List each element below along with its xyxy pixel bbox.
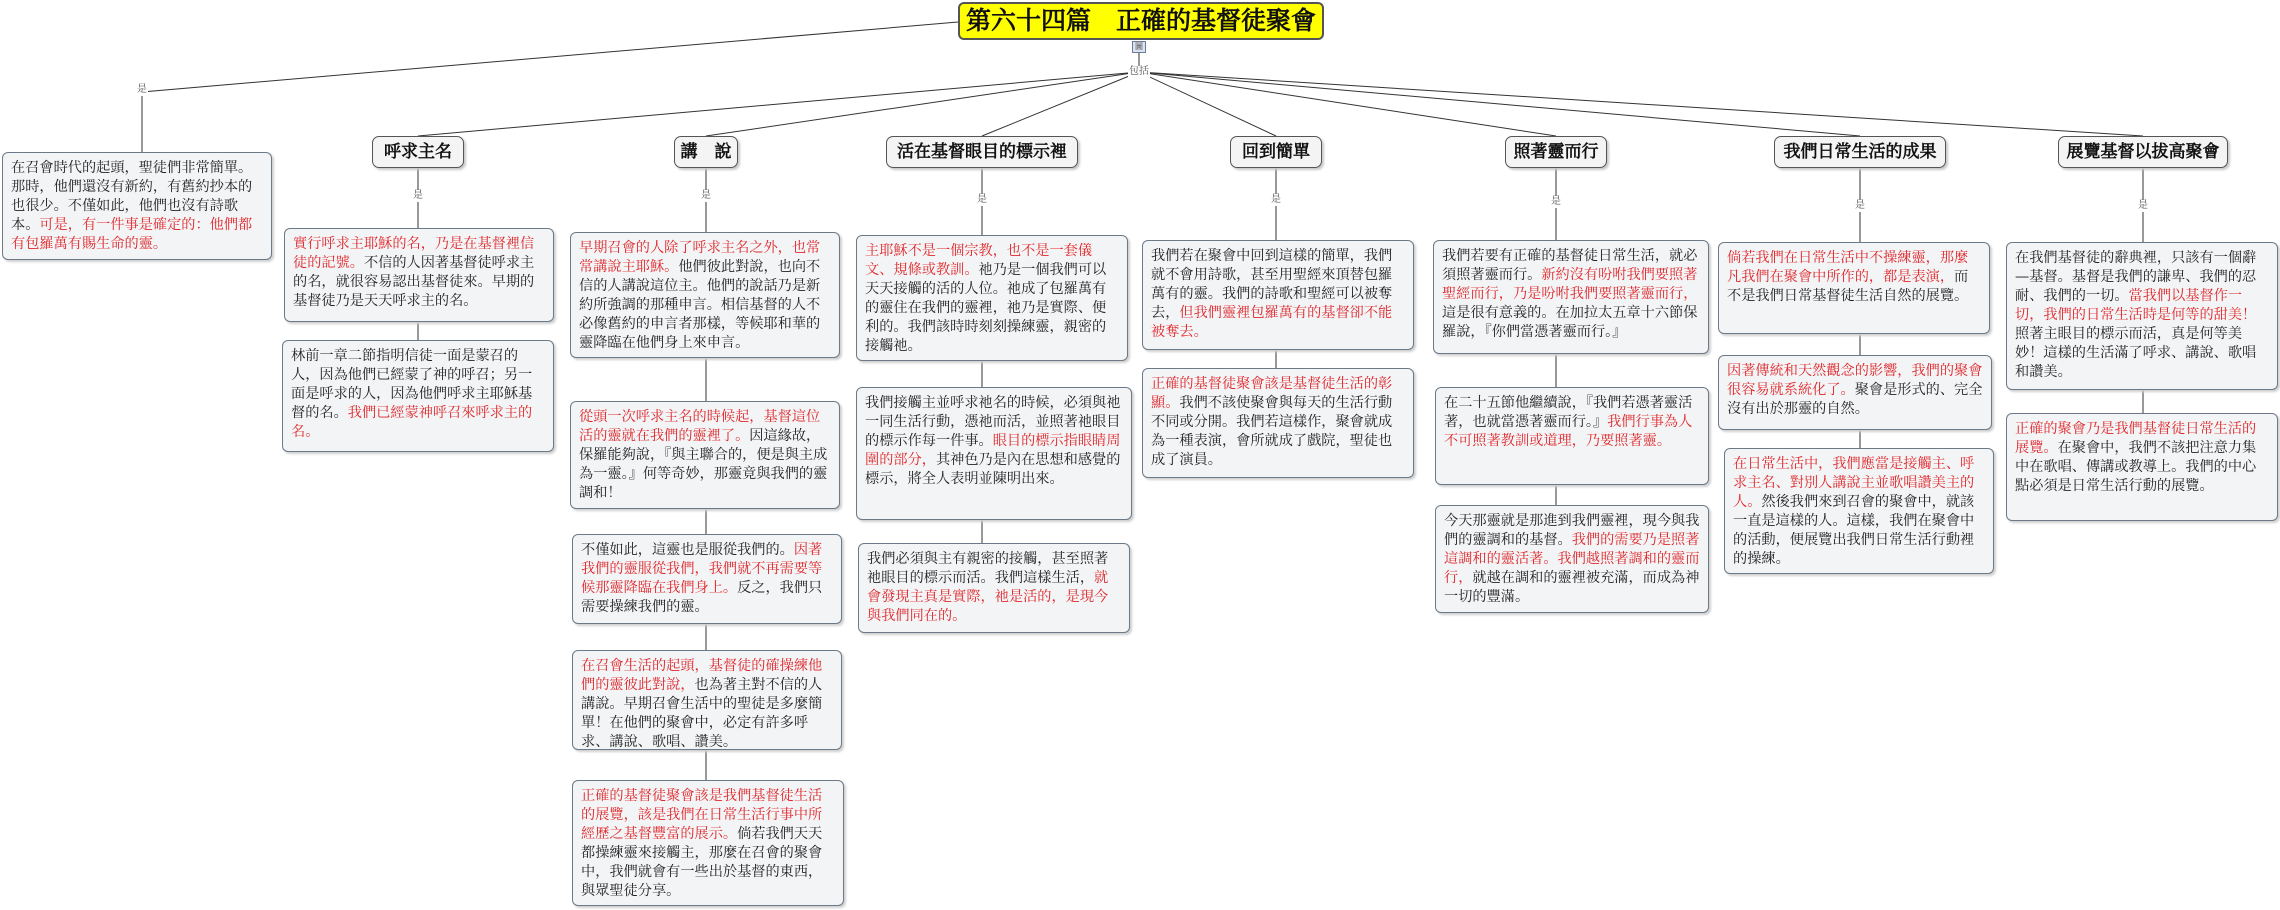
note-emphasis-text: 正確的聚會乃是我們基督徒日常生活的展覽。	[2015, 421, 2257, 456]
note-text: 反之，我們只需要操練我們的靈。	[581, 580, 823, 615]
topic-speaking[interactable]: 講 說	[674, 136, 738, 168]
note-spirit-3[interactable]	[1435, 505, 1709, 613]
note-text: 其神色乃是內在思想和感覺的標示，將全人表明並陳明出來。	[865, 452, 1121, 487]
note-text: 他們彼此對說，也向不信的人講說這位主。他們的說話乃是新約所強調的那種申言。相信基督的人不必像舊約的申言者那樣，等候耶和華的靈降臨在他們身上來申言。	[579, 259, 821, 351]
mindmap-root-title[interactable]: 第六十四篇 正確的基督徒聚會	[958, 2, 1324, 40]
note-text: 在我們基督徒的辭典裡，只該有一個辭—基督。基督是我們的謙卑、我們的忍耐、我們的一切。	[2015, 250, 2257, 304]
topic-walk-by-spirit[interactable]: 照著靈而行	[1505, 136, 1607, 168]
note-emphasis-text: 主耶穌不是一個宗教，也不是一套儀文、規條或教訓。	[865, 243, 1093, 278]
note-fruit-2[interactable]	[1718, 355, 1992, 430]
note-text: 也為著主對不信的人講說。早期召會生活中的聖徒是多麼簡單！在他們的聚會中，必定有許多呼求、講說、歌唱、讚美。	[581, 677, 823, 750]
edge-label-is-left: 是	[137, 84, 147, 95]
note-emphasis-text: 因著傳統和天然觀念的影響，我們的聚會很容易就系統化了。	[1727, 363, 1983, 398]
note-fruit-3[interactable]	[1724, 448, 1994, 574]
note-emphasis-text: 我們已經蒙神呼召來呼求主的名。	[291, 405, 533, 440]
note-text: 而不是我們日常基督徒生活自然的展覽。	[1727, 269, 1969, 304]
note-emphasis-text: 正確的基督徒聚會該是基督徒生活的彰顯。	[1151, 376, 1393, 411]
topic-return-simplicity[interactable]: 回到簡單	[1230, 136, 1322, 168]
edge-label-is-4: 是	[1271, 194, 1281, 205]
note-text: 倘若我們天天都操練靈來接觸主，那麼在召會的聚會中，我們就會有一些出於基督的東西，與眾聖徒分享。	[581, 826, 823, 899]
note-emphasis-text: 我們的需要乃是照著這調和的靈活著。我們越照著調和的靈而行，	[1444, 532, 1700, 586]
edge-label-includes: 包括	[1129, 66, 1149, 77]
edge-label-is-3: 是	[977, 194, 987, 205]
intro-note[interactable]	[2, 152, 272, 260]
edge-label-is-6: 是	[1855, 200, 1865, 211]
note-eyes-3[interactable]	[858, 543, 1130, 633]
note-text: 我們若要有正確的基督徒日常生活，就必須照著靈而行。	[1442, 248, 1698, 283]
note-text: 今天那靈就是那進到我們靈裡，現今與我們的靈調和的基督。	[1444, 513, 1700, 548]
note-simplicity-1[interactable]	[1142, 240, 1414, 350]
note-emphasis-text: 當我們以基督作一切，我們的日常生活時是何等的甜美！	[2015, 288, 2257, 323]
note-text: 林前一章二節指明信徒一面是蒙召的人，因為他們已經蒙了神的呼召；另一面是呼求的人，因為他們呼求主耶穌基督的名。	[291, 348, 533, 421]
note-emphasis-text: 早期召會的人除了呼求主名之外，也常常講說主耶穌。	[579, 240, 821, 275]
note-text: 因這緣故，保羅能夠說，『與主聯合的，便是與主成為一靈。』何等奇妙，那靈竟與我們的靈調和！	[579, 428, 828, 501]
note-text: 這是很有意義的。在加拉太五章十六節保羅說，『你們當憑著靈而行。』	[1442, 305, 1698, 340]
note-emphasis-text: 我們行事為人不可照著教訓或道理，乃要照著靈。	[1444, 414, 1693, 449]
note-emphasis-text: 從頭一次呼求主名的時候起，基督這位活的靈就在我們的靈裡了。	[579, 409, 821, 444]
note-text: 就越在調和的靈裡被充滿，而成為神一切的豐滿。	[1444, 570, 1700, 605]
note-eyes-2[interactable]	[856, 387, 1132, 520]
note-emphasis-text: 在日常生活中，我們應當是接觸主、呼求主名、對別人講說主並歌唱讚美主的人。	[1733, 456, 1975, 510]
note-text: 在聚會中，我們不該把注意力集中在歌唱、傳講或教導上。我們的中心點必須是日常生活行動的展覽。	[2015, 440, 2257, 494]
note-text: 我們必須與主有親密的接觸，甚至照著祂眼目的標示而活。我們這樣生活，	[867, 551, 1109, 586]
note-spirit-1[interactable]	[1433, 240, 1709, 354]
note-emphasis-text: 在召會生活的起頭，基督徒的確操練他們的靈彼此對說，	[581, 658, 823, 693]
note-emphasis-text: 因著我們的靈服從我們，我們就不再需要等候那靈降臨在我們身上。	[581, 542, 823, 596]
note-display-2[interactable]	[2006, 413, 2278, 521]
note-text: 照著主眼目的標示而活，真是何等美妙！這樣的生活滿了呼求、講說、歌唱和讚美。	[2015, 326, 2257, 380]
note-fruit-1[interactable]	[1718, 242, 1990, 334]
note-text: 不信的人因著基督徒呼求主的名，就很容易認出基督徒來。早期的基督徒乃是天天呼求主的名。	[293, 255, 535, 309]
note-display-1[interactable]	[2006, 242, 2278, 390]
edge-label-is-5: 是	[1551, 196, 1561, 207]
note-emphasis-text: 但我們靈裡包羅萬有的基督卻不能被奪去。	[1151, 305, 1393, 340]
note-text: 聚會是形式的、完全沒有出於那靈的自然。	[1727, 382, 1983, 417]
note-emphasis-text: 眼目的標示指眼睛周圍的部分，	[865, 433, 1121, 468]
note-emphasis-text: 可是，有一件事是確定的：他們都有包羅萬有賜生命的靈。	[11, 217, 253, 252]
note-eyes-1[interactable]	[856, 235, 1128, 361]
note-emphasis-text: 正確的基督徒聚會該是我們基督徒生活的展覽，該是我們在日常生活行事中所經歷之基督豐富的展示。	[581, 788, 823, 842]
note-text: 祂乃是一個我們可以天天接觸的活的人位。祂成了包羅萬有的靈住在我們的靈裡，祂乃是實際、便利的。我們該時時刻刻操練靈，親密的接觸祂。	[865, 262, 1107, 354]
root-hub-icon: 圖	[1132, 41, 1146, 53]
topic-display-christ[interactable]: 展覽基督以拔高聚會	[2058, 136, 2228, 168]
note-calling-2[interactable]	[282, 340, 554, 452]
note-speaking-3[interactable]	[572, 534, 842, 624]
note-text: 然後我們來到召會的聚會中，就該一直是這樣的人。這樣，我們在聚會中的活動，便展覽出我們日常生活行動裡的操練。	[1733, 494, 1975, 567]
note-spirit-2[interactable]	[1435, 387, 1709, 485]
edge-label-is-1: 是	[413, 190, 423, 201]
note-simplicity-2[interactable]	[1142, 368, 1414, 478]
note-emphasis-text: 實行呼求主耶穌的名，乃是在基督裡信徒的記號。	[293, 236, 535, 271]
note-text: 不僅如此，這靈也是服從我們的。	[581, 542, 794, 558]
note-text: 在召會時代的起頭，聖徒們非常簡單。那時，他們還沒有新約，有舊約抄本的也很少。不僅如此，他們也沒有詩歌本。	[11, 160, 253, 233]
edge-label-is-2: 是	[701, 190, 711, 201]
note-speaking-5[interactable]	[572, 780, 844, 906]
note-text: 我們若在聚會中回到這樣的簡單，我們就不會用詩歌，甚至用聖經來頂替包羅萬有的靈。我們的詩歌和聖經可以被奪去，	[1151, 248, 1393, 321]
note-speaking-2[interactable]	[570, 401, 840, 509]
topic-calling-name[interactable]: 呼求主名	[372, 136, 464, 168]
edge-label-is-7: 是	[2138, 200, 2148, 211]
note-emphasis-text: 新約沒有吩咐我們要照著聖經而行，乃是吩咐我們要照著靈而行，	[1442, 267, 1698, 302]
note-calling-1[interactable]	[284, 228, 554, 322]
note-emphasis-text: 就會發現主真是實際，祂是活的，是現今與我們同在的。	[867, 570, 1109, 624]
note-speaking-1[interactable]	[570, 232, 840, 358]
note-text: 我們接觸主並呼求祂名的時候，必須與祂一同生活行動，憑祂而活，並照著祂眼目的標示作每一件事。	[865, 395, 1121, 449]
topic-living-in-eyes[interactable]: 活在基督眼目的標示裡	[886, 136, 1078, 168]
note-speaking-4[interactable]	[572, 650, 842, 750]
topic-daily-life-fruit[interactable]: 我們日常生活的成果	[1774, 136, 1946, 168]
note-text: 我們不該使聚會與每天的生活行動不同或分開。我們若這樣作，聚會就成為一種表演，會所就成了戲院，聖徒也成了演員。	[1151, 395, 1393, 468]
note-text: 在二十五節他繼續說，『我們若憑著靈活著，也就當憑著靈而行。』	[1444, 395, 1693, 430]
note-emphasis-text: 倘若我們在日常生活中不操練靈，那麼凡我們在聚會中所作的，都是表演，	[1727, 250, 1969, 285]
